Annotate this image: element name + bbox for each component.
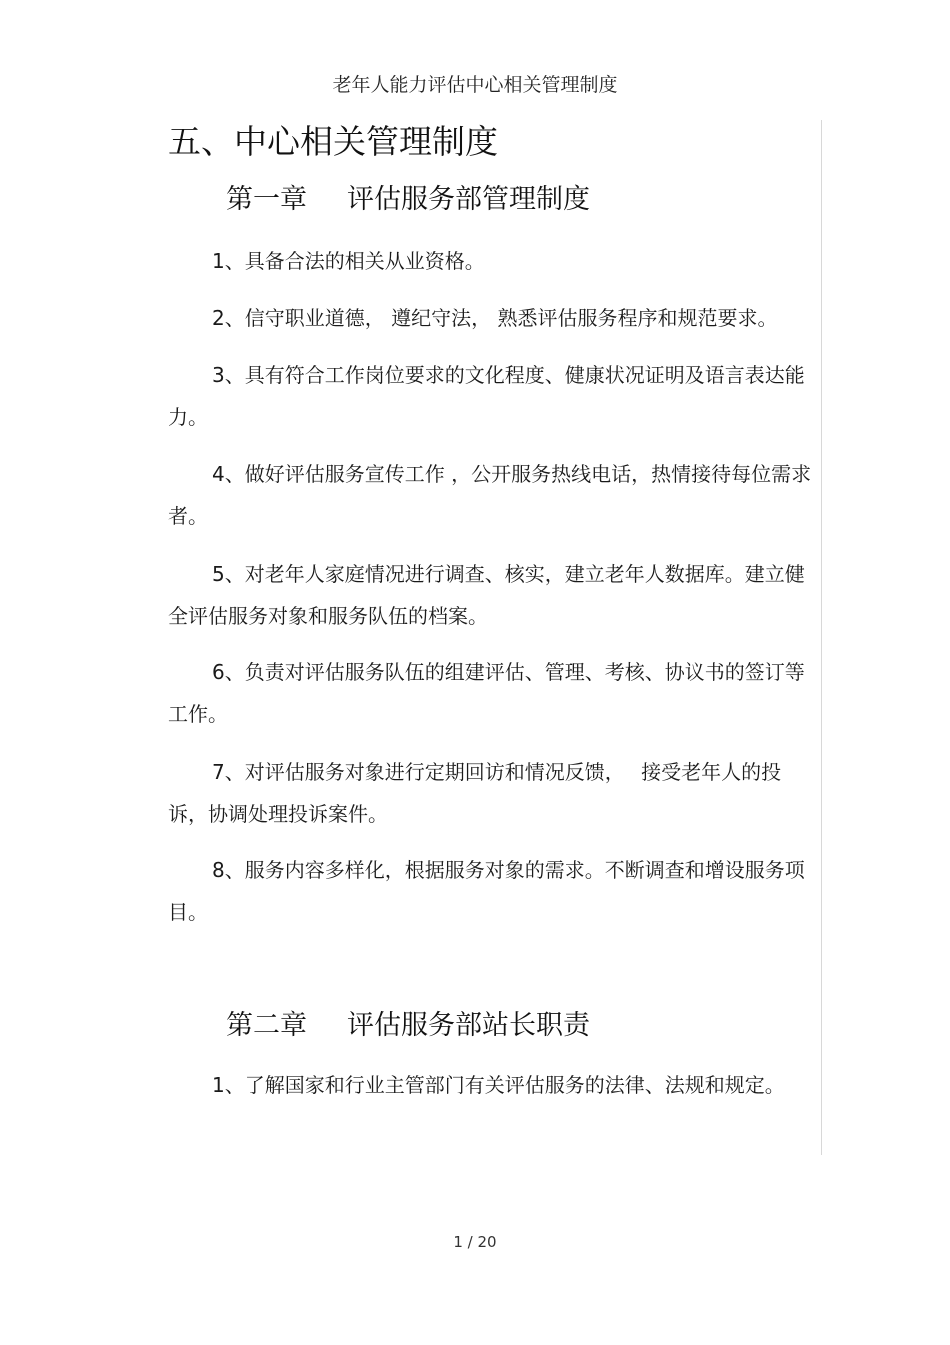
chapter-2-title: 评估服务部站长职责 (347, 1010, 590, 1041)
chapter-1-item-1: 1、具备合法的相关从业资格。 (212, 249, 485, 273)
chapter-1-item-4: 4、做好评估服务宣传工作 ，公开服务热线电话，热情接待每位需求者。 (168, 462, 812, 528)
chapter-1-heading (226, 182, 590, 218)
chapter-2-number: 第二章 (226, 1010, 307, 1041)
chapter-2-heading (226, 1008, 590, 1044)
right-margin-rule (821, 120, 822, 1155)
chapter-1-number: 第一章 (226, 184, 307, 215)
chapter-1-item-6: 6、负责对评估服务队伍的组建评估、管理、考核、协议书的签订等工作。 (168, 660, 805, 726)
chapter-1-item-7: 7、对评估服务对象进行定期回访和情况反馈， 接受老年人的投诉，协调处理投诉案件。 (168, 760, 782, 826)
chapter-1-item-8: 8、服务内容多样化，根据服务对象的需求。不断调查和增设服务项目。 (168, 858, 805, 924)
page-number: 1 / 20 (453, 1233, 497, 1251)
section-title: 五、中心相关管理制度 (168, 122, 498, 161)
chapter-1-item-5: 5、对老年人家庭情况进行调查、核实，建立老年人数据库。建立健全评估服务对象和服务队伍的档案。 (168, 562, 805, 628)
chapter-1-item-2: 2、信守职业道德， 遵纪守法， 熟悉评估服务程序和规范要求。 (212, 306, 778, 330)
chapter-2-item-1: 1、了解国家和行业主管部门有关评估服务的法律、法规和规定。 (212, 1073, 785, 1097)
chapter-1-title: 评估服务部管理制度 (347, 184, 590, 215)
chapter-1-item-3: 3、具有符合工作岗位要求的文化程度、健康状况证明及语言表达能力。 (168, 363, 805, 429)
document-header: 老年人能力评估中心相关管理制度 (332, 74, 618, 96)
